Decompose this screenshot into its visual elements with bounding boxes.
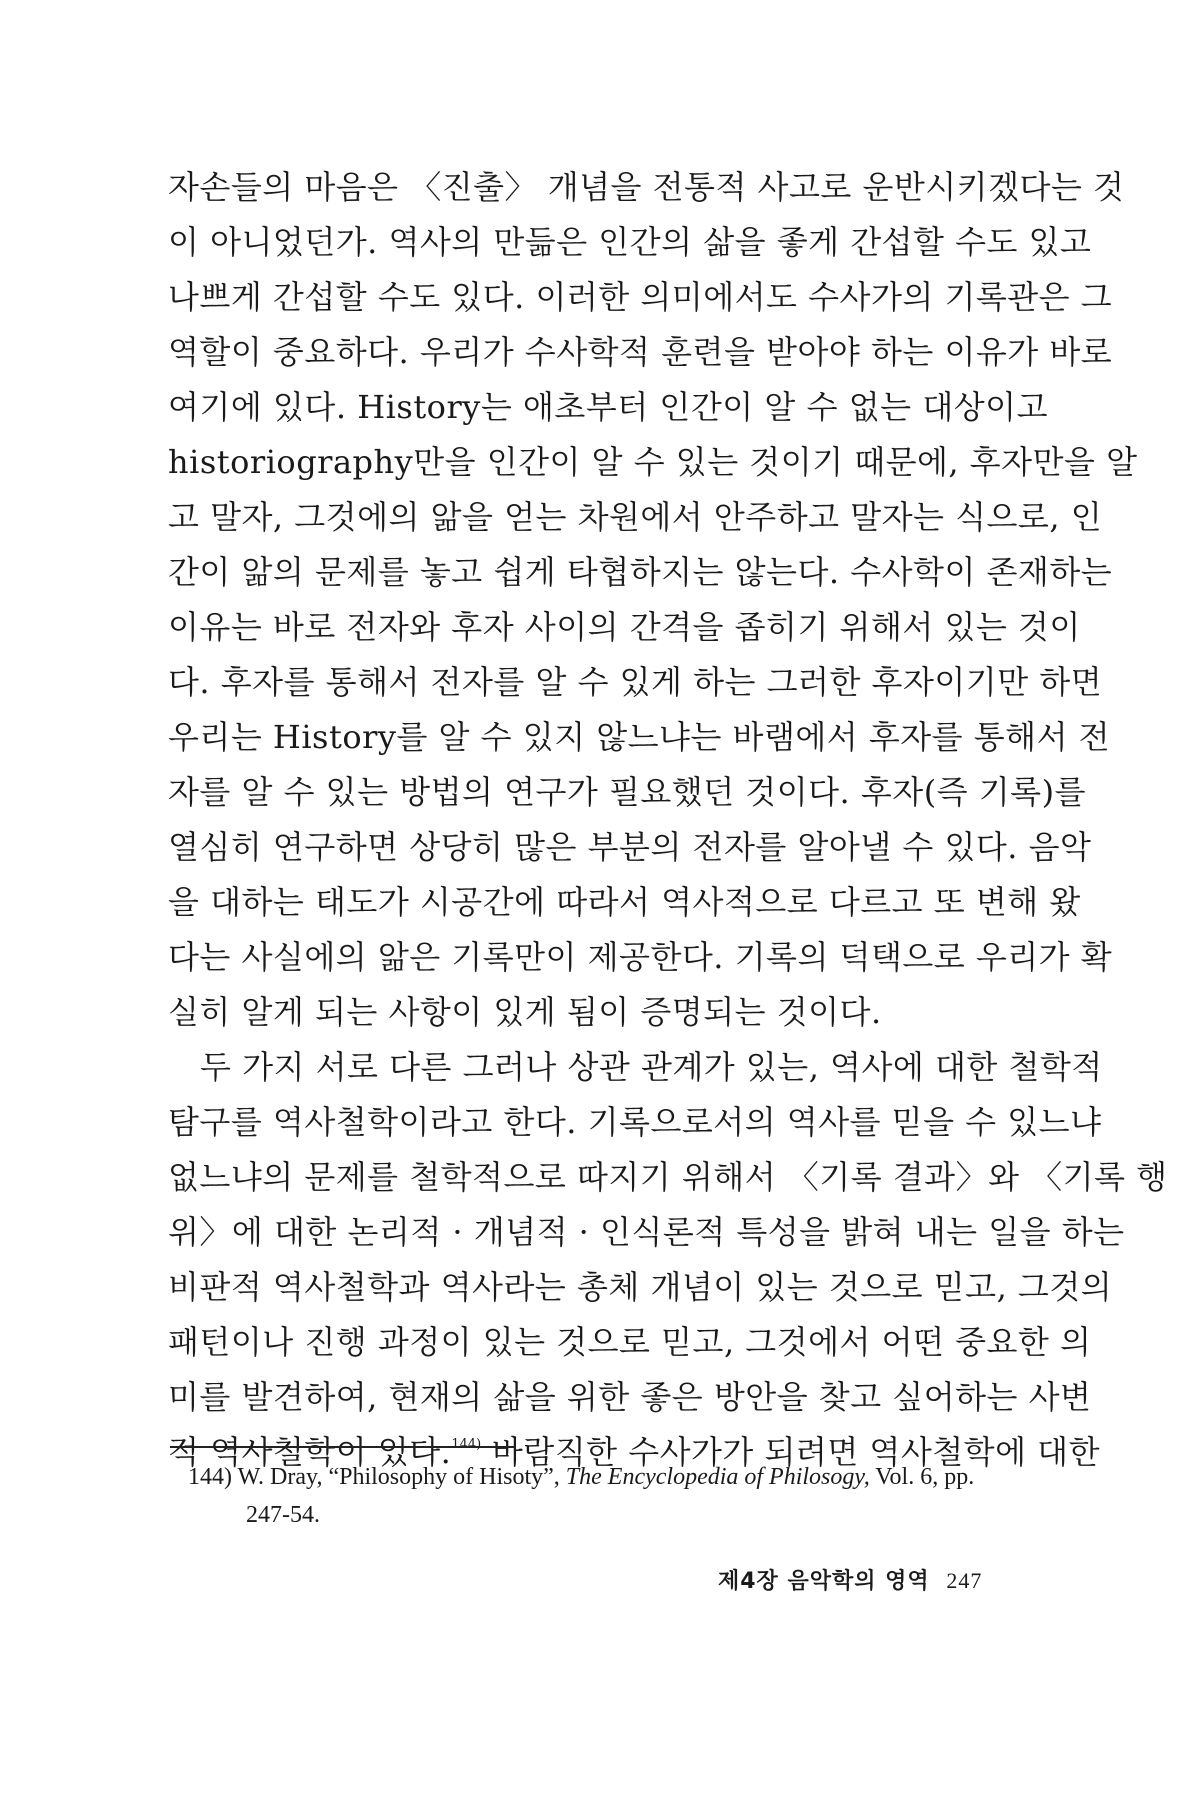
text-line: 자손들의 마음은 〈진출〉 개념을 전통적 사고로 운반시키겠다는 것 [168, 168, 1125, 206]
text-line: 고 말자, 그것에의 앎을 얻는 차원에서 안주하고 말자는 식으로, 인 [168, 498, 1103, 536]
text-line: 간이 앎의 문제를 놓고 쉽게 타협하지는 않는다. 수사학이 존재하는 [168, 553, 1113, 591]
text-line: 비판적 역사철학과 역사라는 총체 개념이 있는 것으로 믿고, 그것의 [168, 1268, 1113, 1306]
footnote-author: W. Dray, [237, 1464, 323, 1490]
text-line: 자를 알 수 있는 방법의 연구가 필요했던 것이다. 후자(즉 기록)를 [168, 773, 1086, 811]
text-line: 미를 발견하여, 현재의 삶을 위한 좋은 방안을 찾고 싶어하는 사변 [168, 1378, 1092, 1416]
paragraph-first-line: 두 가지 서로 다른 그러나 상관 관계가 있는, 역사에 대한 철학적 [200, 1048, 1103, 1086]
footnote-line [188, 1458, 1048, 1496]
text-line: 없느냐의 문제를 철학적으로 따지기 위해서 〈기록 결과〉와 〈기록 행 [168, 1158, 1168, 1196]
body-text [168, 160, 1168, 1480]
text-line: 역할이 중요하다. 우리가 수사학적 훈련을 받아야 하는 이유가 바로 [168, 333, 1113, 371]
footnote-divider [170, 1446, 516, 1448]
paragraph-last-line: 실히 알게 되는 사항이 있게 됨이 증명되는 것이다. [168, 993, 882, 1031]
page-number: 247 [946, 1568, 983, 1593]
text-line: 을 대하는 태도가 시공간에 따라서 역사적으로 다르고 또 변해 왔 [168, 883, 1081, 921]
text-line-part: 바람직한 수사가가 되려면 역사철학에 대한 [491, 1433, 1100, 1471]
text-line: 여기에 있다. History는 애초부터 인간이 알 수 없는 대상이고 [168, 388, 1048, 426]
text-line: 열심히 연구하면 상당히 많은 부분의 전자를 알아낼 수 있다. 음악 [168, 828, 1092, 866]
text-line-part: 적 역사철학이 있다. [168, 1433, 452, 1471]
footnote-reference[interactable]: 144) [451, 1437, 482, 1452]
text-line: 탐구를 역사철학이라고 한다. 기록으로서의 역사를 믿을 수 있느냐 [168, 1103, 1102, 1141]
text-line: 다. 후자를 통해서 전자를 알 수 있게 하는 그러한 후자이기만 하면 [168, 663, 1103, 701]
footnote-volume: Vol. 6, pp. [875, 1464, 975, 1490]
text-line: 나쁘게 간섭할 수도 있다. 이러한 의미에서도 수사가의 기록관은 그 [168, 278, 1113, 316]
running-footer [718, 1564, 982, 1595]
text-line: 이 아니었던가. 역사의 만듦은 인간의 삶을 좋게 간섭할 수도 있고 [168, 223, 1092, 261]
text-line: 다는 사실에의 앎은 기록만이 제공한다. 기록의 덕택으로 우리가 확 [168, 938, 1113, 976]
footnote-book-title: The Encyclopedia of Philosogy, [565, 1464, 870, 1490]
text-line: 이유는 바로 전자와 후자 사이의 간격을 좁히기 위해서 있는 것이 [168, 608, 1081, 646]
text-line: 위〉에 대한 논리적 · 개념적 · 인식론적 특성을 밝혀 내는 일을 하는 [168, 1213, 1125, 1251]
footnote-pages: 247-54. [246, 1502, 320, 1528]
chapter-title: 제4장 음악학의 영역 [718, 1569, 930, 1594]
footnote-number: 144) [188, 1464, 232, 1490]
footnote-article-title: “Philosophy of Hisoty”, [328, 1464, 560, 1490]
text-line: 우리는 History를 알 수 있지 않느냐는 바램에서 후자를 통해서 전 [168, 718, 1111, 756]
text-line: historiography만을 인간이 알 수 있는 것이기 때문에, 후자만을 알 [168, 443, 1138, 481]
footnote-144 [188, 1458, 1048, 1534]
text-line: 패턴이나 진행 과정이 있는 것으로 믿고, 그것에서 어떤 중요한 의 [168, 1323, 1092, 1361]
